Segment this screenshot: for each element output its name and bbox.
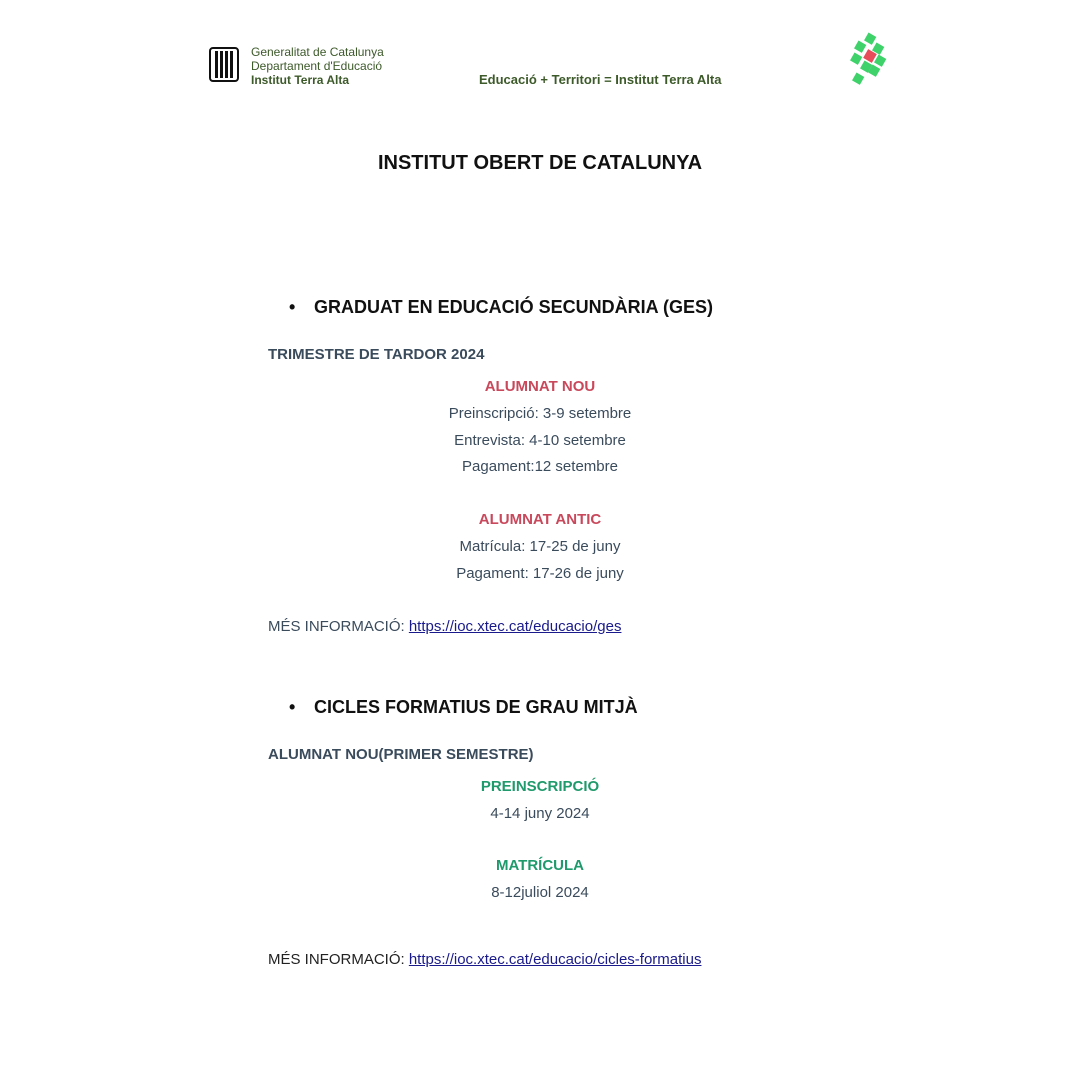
cfgm-heading: CICLES FORMATIUS DE GRAU MITJÀ	[314, 697, 638, 717]
header-org-line-2: Departament d'Educació	[251, 59, 383, 73]
ges-heading: GRADUAT EN EDUCACIÓ SECUNDÀRIA (GES)	[314, 297, 714, 317]
ges-term: TRIMESTRE DE TARDOR 2024	[268, 346, 485, 363]
ges-info	[268, 618, 621, 635]
generalitat-logo-icon	[209, 47, 239, 82]
cfgm-info-link[interactable]: https://ioc.xtec.cat/educacio/cicles-formatius	[408, 951, 702, 968]
ges-new-line: Preinscripció: 3-9 setembre	[448, 405, 632, 422]
header-motto: Educació + Territori = Institut Terra Alta	[479, 72, 722, 87]
ges-new-line: Entrevista: 4-10 setembre	[454, 432, 626, 449]
header-org-line-3: Institut Terra Alta	[251, 73, 350, 87]
cfgm-info-label: MÉS INFORMACIÓ:	[268, 951, 405, 968]
ges-new-label: ALUMNAT NOU	[484, 378, 596, 395]
ges-info-label: MÉS INFORMACIÓ:	[268, 618, 405, 635]
cfgm-sub: ALUMNAT NOU(PRIMER SEMESTRE)	[268, 746, 534, 763]
bullet-icon: •	[289, 697, 296, 717]
ges-old-label: ALUMNAT ANTIC	[478, 511, 602, 528]
cfgm-pre-date: 4-14 juny 2024	[490, 805, 590, 822]
ges-info-link[interactable]: https://ioc.xtec.cat/educacio/ges	[408, 618, 622, 635]
cfgm-mat-date: 8-12juliol 2024	[491, 884, 589, 901]
header-org-line-1: Generalitat de Catalunya	[251, 45, 384, 59]
cfgm-mat-label: MATRÍCULA	[495, 857, 585, 874]
page-title: INSTITUT OBERT DE CATALUNYA	[377, 152, 703, 174]
bullet-icon: •	[289, 297, 296, 317]
ges-old-line: Matrícula: 17-25 de juny	[459, 538, 621, 555]
ges-new-line: Pagament:12 setembre	[462, 458, 618, 475]
cfgm-info	[268, 951, 701, 968]
institut-terra-alta-logo-icon	[848, 32, 890, 88]
cfgm-pre-label: PREINSCRIPCIÓ	[480, 778, 600, 795]
ges-old-line: Pagament: 17-26 de juny	[456, 565, 624, 582]
